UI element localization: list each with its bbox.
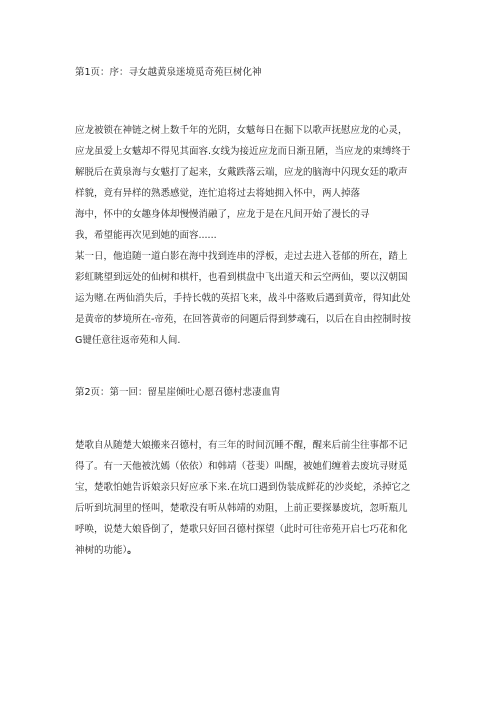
text-line: 我，希望能再次见到她的面容......: [75, 230, 217, 241]
text-line: 后听到坑洞里的怪叫，楚歌没有听从韩靖的劝阻，上前正要探暴废坑，忽听瓶儿: [75, 503, 408, 514]
section-1-paragraph-2: [75, 246, 438, 351]
text-line: 解脱后在黄泉海与女魃打了起来，女戴跌落云端，应龙的脑海中闪现女廷的歌声: [75, 167, 408, 178]
text-line: 呼唤，说楚大娘昏倒了，楚歌只好回召德村探望（此时可往帝苑开启七巧花和化: [75, 524, 408, 535]
section-2-heading: 第2页：第一回：留星崖倾吐心愿召德村悲凄血胄: [75, 387, 281, 398]
section-2: [75, 386, 438, 561]
section-1-paragraph-1: [75, 120, 438, 246]
text-line: G键任意往返帝苑和人间.: [75, 335, 181, 346]
text-line: 彩虹眺望到远处的仙树和棋杆，也看到棋盘中飞出道天和云空两仙，要以汉朝国: [75, 272, 408, 283]
text-line: 应龙虽爱上女魃却不得见其面容.女线为接近应龙而日渐丑陋，当应龙的束缚终于: [75, 146, 411, 157]
section-1: [75, 66, 438, 351]
text-line: 得了。有一天他被沈嫣（依依）和韩靖（苍斐）叫醒，被她们缠着去废坑寻财觅: [75, 461, 408, 472]
section-1-heading: 第1页：序：寻女越黄泉迷境觅奇苑巨树化神: [75, 67, 262, 78]
text-line: 宝，楚歌怕她告诉娘亲只好应承下来.在坑口遇到伪装成鲜花的沙炎蛇，杀掉它之: [75, 482, 411, 493]
text-line: 应龙被锁在神链之树上数千年的光阴，女魃每日在掘下以歌声抚慰应龙的心灵，: [75, 125, 408, 136]
text-line-last-main: 神树的功能）: [75, 545, 128, 556]
text-line-last-tail: 。: [127, 545, 137, 556]
text-line: 是黄帝的梦境所在-帝苑，在回答黄帝的问题后得到梦魂石，以后在自由控制时按: [75, 314, 411, 325]
text-line: 某一日，他追随一道白影在海中找到连串的浮板，走过去进入苍郁的所在，踏上: [75, 251, 408, 262]
section-2-paragraph-1: [75, 435, 438, 561]
text-line-last: [75, 540, 438, 561]
text-line: 楚歌自从随楚大娘搬来召德村，有三年的时间沉睡不醒，醒来后前尘往事都不记: [75, 440, 408, 451]
text-line: 运为赌.在两仙消失后，手持长戟的英招飞来，战斗中落败后遇到黄帝，得知此处: [75, 293, 411, 304]
text-line: 海中，怀中的女趣身体却慢慢消融了，应龙于是在凡间开始了漫长的寻: [75, 209, 370, 220]
text-line: 样貌，竟有异样的熟悉感觉，连忙追将过去将她拥入怀中，两人掉落: [75, 188, 361, 199]
